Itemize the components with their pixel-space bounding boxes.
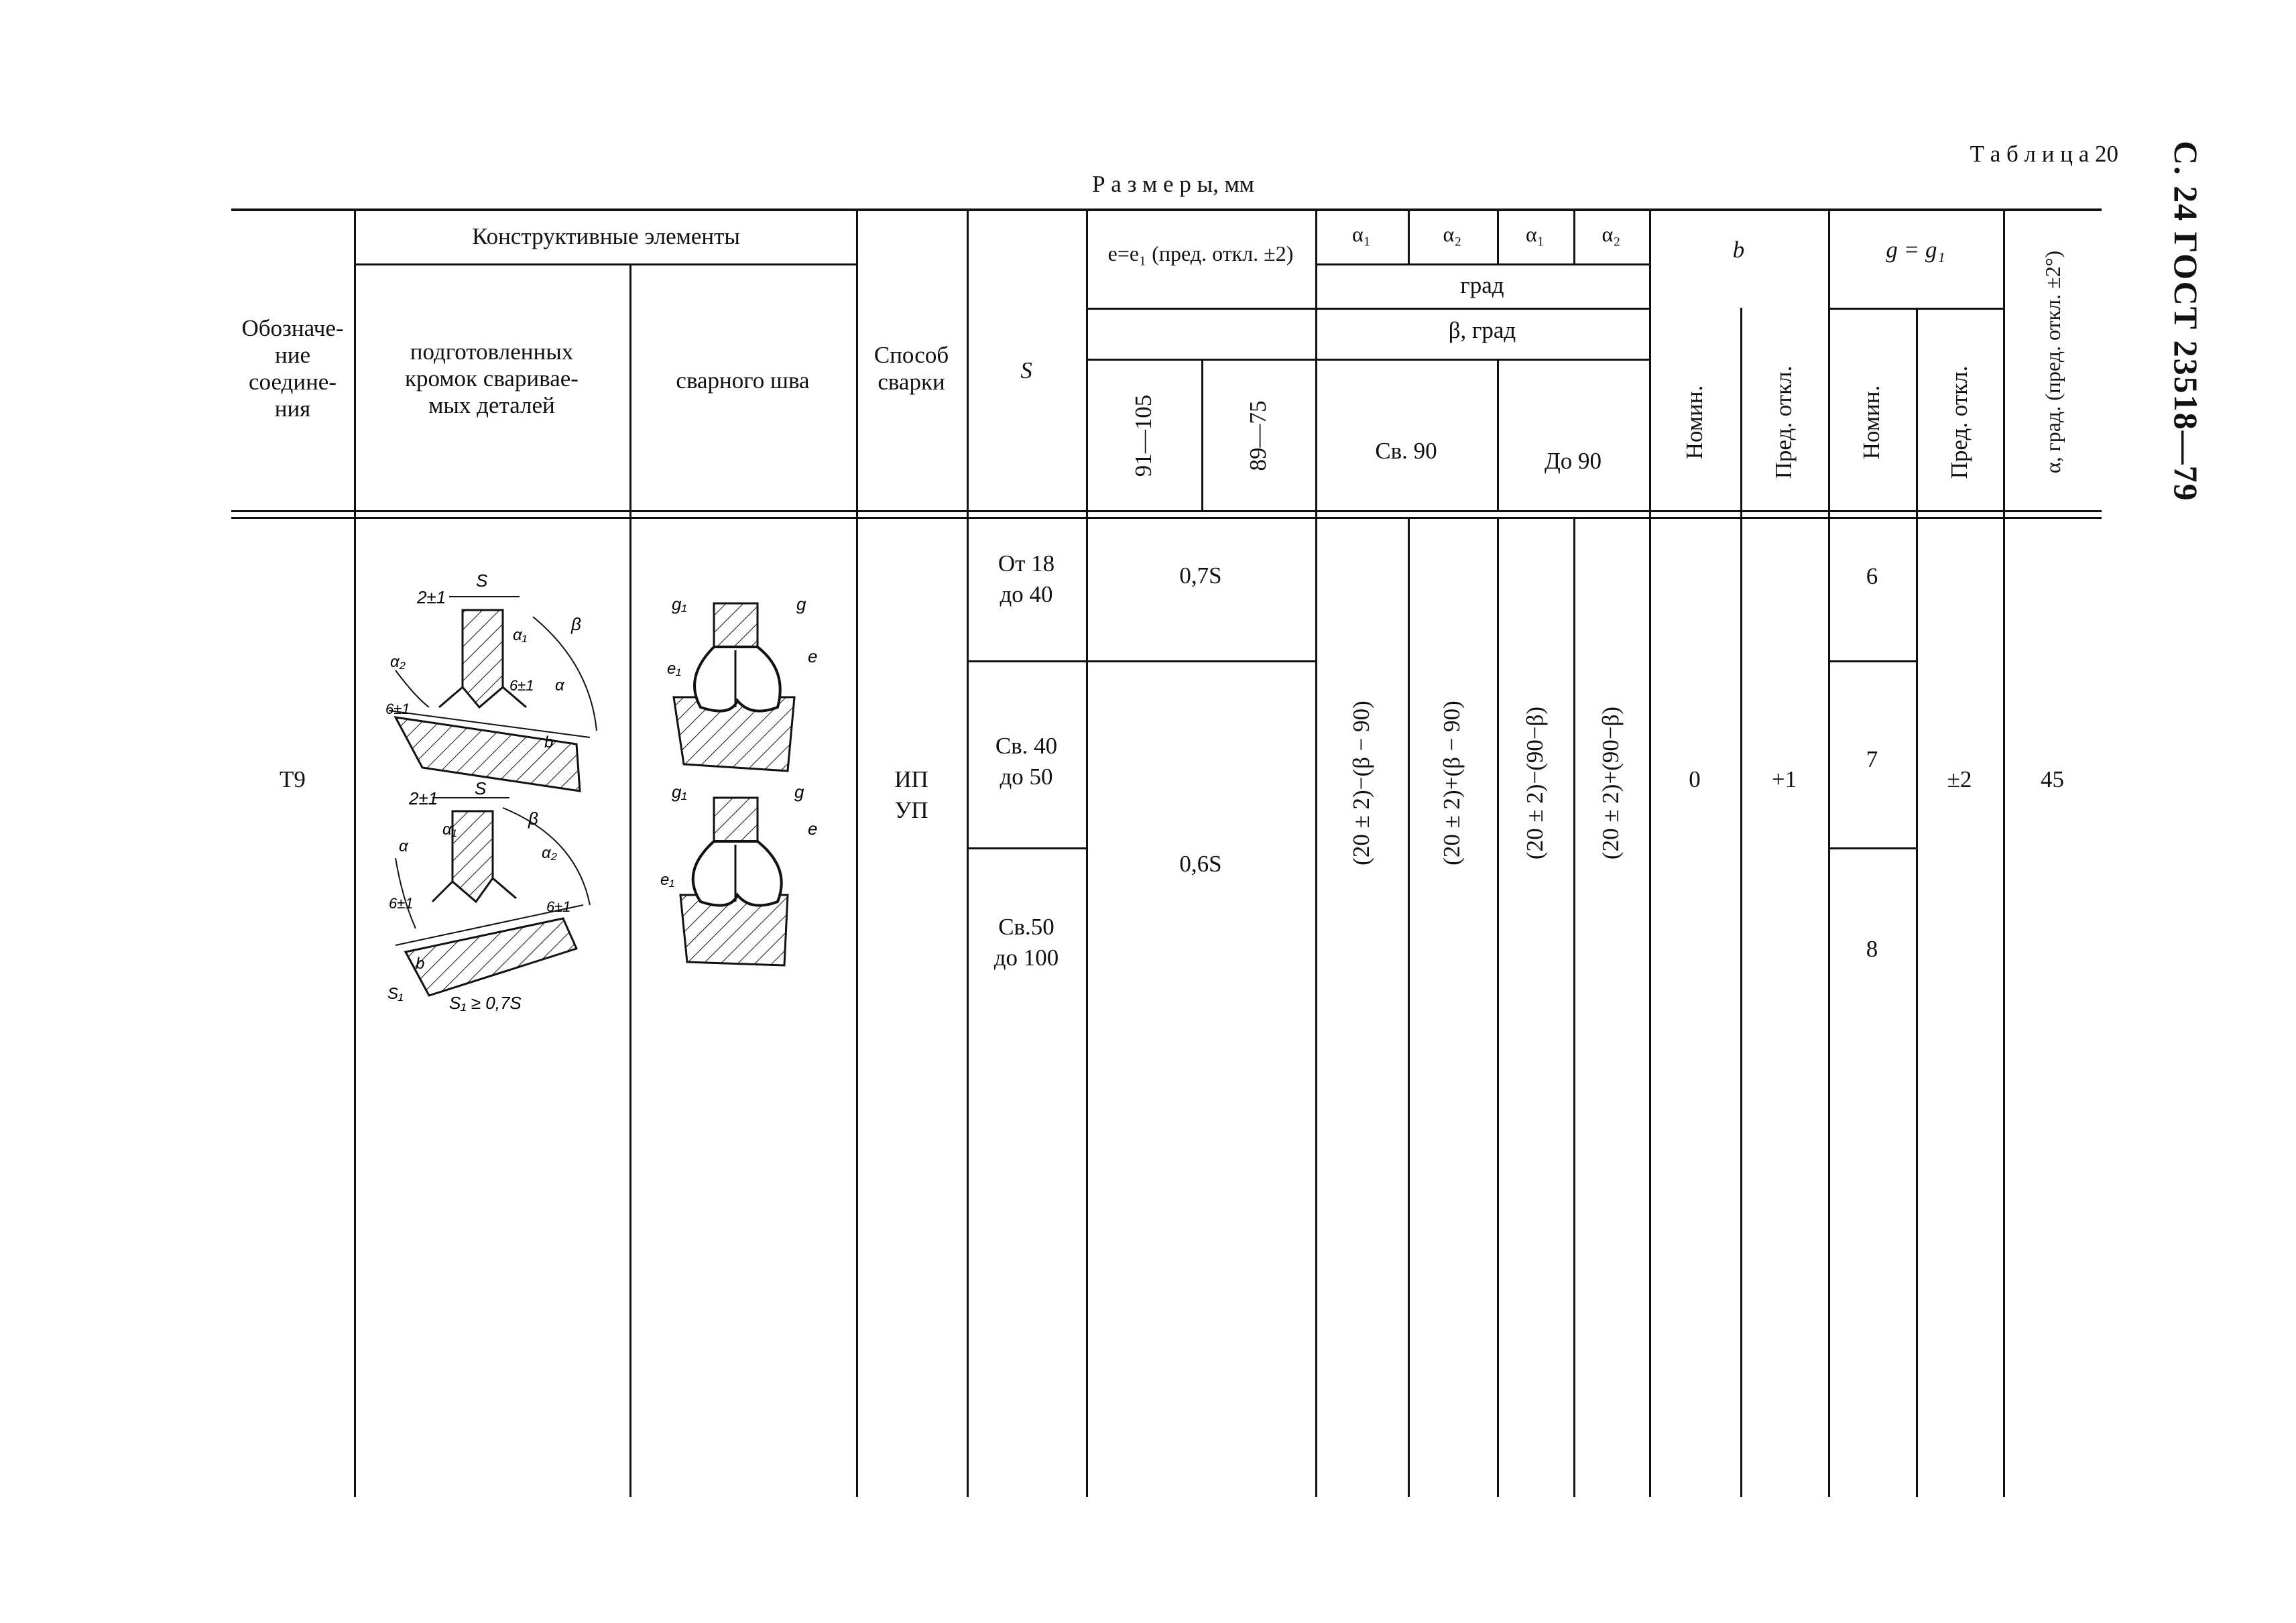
seam-bottom-variant — [660, 782, 817, 965]
units-caption: Р а з м е р ы, мм — [1092, 171, 1254, 197]
edges-bottom-label-gap: 2±1 — [409, 788, 438, 808]
header-b-nom: Номин. — [1681, 385, 1707, 460]
seam-bottom-label-e: e — [808, 819, 818, 839]
edges-top-label-s: S — [476, 570, 488, 591]
seam-bottom-label-g1: g₁ — [672, 782, 687, 802]
edges-bottom-label-6-1: 6±1 — [389, 895, 414, 912]
row-alpha-formula-1: (20 ± 2)−(β − 90) — [1348, 701, 1374, 865]
row-s-range-1: От 18 до 40 — [998, 550, 1055, 607]
header-constructive-elements: Конструктивные элементы — [472, 223, 740, 249]
edges-bottom-label-6-2: 6±1 — [546, 898, 571, 915]
row-alpha-formula-3: (20 ± 2)−(90−β) — [1522, 706, 1548, 860]
row-s-range-3: Св.50 до 100 — [993, 914, 1059, 971]
header-b: b — [1732, 237, 1745, 263]
edges-top-label-alpha: α — [555, 676, 564, 695]
row-b-dev: +1 — [1771, 766, 1797, 792]
edges-top-label-b: b — [544, 733, 554, 752]
prepared-edges-drawing — [375, 563, 617, 1026]
edges-bottom-label-beta: β — [528, 808, 538, 829]
edges-bottom-label-alpha2: α₂ — [542, 844, 557, 862]
header-s: S — [1020, 357, 1032, 383]
header-prepared-edges: подготовленных кромок сваривае- мых деталей — [405, 339, 579, 418]
seam-bottom-label-g: g — [794, 782, 804, 802]
header-g-dev: Пред. откл. — [1946, 365, 1972, 479]
row-e-value-2: 0,6S — [1179, 851, 1222, 877]
header-e: e=e₁ (пред. откл. ±2) — [1107, 241, 1294, 265]
row-e-value-1: 0,7S — [1179, 562, 1222, 589]
row-s-range-2: Св. 40 до 50 — [995, 733, 1058, 790]
row-g-nom-2: 7 — [1866, 746, 1878, 772]
row-method: ИП УП — [894, 766, 928, 823]
edges-top-label-6-1: 6±1 — [385, 701, 410, 717]
table-number: Т а б л и ц а 20 — [1970, 141, 2118, 167]
header-alpha1-a: α₁ — [1352, 222, 1371, 246]
header-designation: Обозначе- ние соедине- ния — [241, 315, 344, 422]
row-g-dev: ±2 — [1947, 766, 1972, 792]
row-alpha-formula-4: (20 ± 2)+(90−β) — [1597, 706, 1624, 860]
header-beta-89-75: 89—75 — [1245, 400, 1271, 471]
header-alpha1-b: α₁ — [1526, 222, 1545, 246]
edges-bottom-label-b: b — [416, 955, 425, 973]
header-b-dev: Пред. откл. — [1770, 365, 1797, 479]
header-weld-seam: сварного шва — [676, 367, 810, 394]
edges-bottom-variant — [387, 778, 590, 1003]
row-b-nom: 0 — [1689, 766, 1701, 792]
header-beta-grad: β, град — [1448, 317, 1516, 343]
edges-top-label-gap: 2±1 — [417, 587, 446, 607]
edges-top-label-alpha2: α₂ — [390, 653, 406, 671]
header-beta-91-105: 91—105 — [1130, 394, 1156, 477]
edges-top-variant — [385, 570, 597, 791]
row-alpha-formula-2: (20 ± 2)+(β − 90) — [1439, 701, 1465, 865]
header-alpha: α, град. (пред. откл. ±2°) — [2041, 250, 2065, 474]
edges-bottom-label-s1: S₁ — [387, 985, 404, 1003]
header-alpha2-b: α₂ — [1602, 222, 1621, 246]
header-welding-method: Способ сварки — [873, 342, 949, 395]
seam-top-label-g1: g₁ — [672, 594, 687, 614]
edges-top-label-alpha1: α₁ — [513, 626, 528, 644]
header-alpha2-a: α₂ — [1443, 222, 1462, 246]
seam-top-label-e1: e₁ — [667, 660, 681, 678]
seam-top-label-g: g — [796, 594, 806, 614]
header-grad: град — [1460, 272, 1504, 298]
header-beta-upto-90: До 90 — [1544, 448, 1602, 474]
seam-top-variant — [667, 594, 817, 771]
edges-bottom-label-s: S — [475, 778, 487, 798]
edges-top-label-6-2: 6±1 — [509, 677, 534, 694]
row-g-nom-3: 8 — [1866, 936, 1878, 962]
row-alpha: 45 — [2041, 766, 2064, 792]
row-g-nom-1: 6 — [1866, 563, 1878, 589]
side-page-label: С. 24 ГОСТ 23518—79 — [2167, 141, 2205, 502]
seam-top-label-e: e — [808, 646, 818, 666]
edges-bottom-label-alpha1: α₁ — [442, 821, 457, 839]
header-g: g = g₁ — [1886, 237, 1945, 263]
weld-seam-drawing — [644, 583, 845, 985]
edges-bottom-label-alpha: α — [399, 837, 408, 855]
header-g-nom: Номин. — [1858, 385, 1884, 460]
row-designation: Т9 — [280, 766, 306, 792]
header-beta-over-90: Св. 90 — [1375, 438, 1437, 464]
seam-bottom-label-e1: e₁ — [660, 871, 674, 889]
edges-note: S₁ ≥ 0,7S — [449, 993, 522, 1013]
edges-top-label-beta: β — [571, 614, 581, 634]
